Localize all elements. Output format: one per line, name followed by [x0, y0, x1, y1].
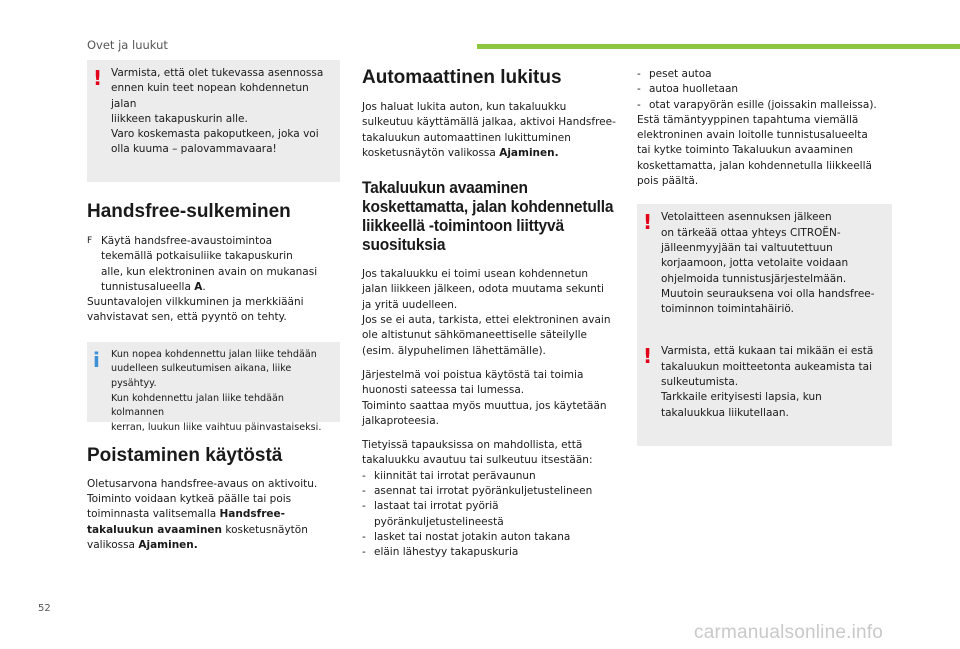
- list-item: - lastaat tai irrotat pyöriä pyöränkuljetustelineestä: [362, 499, 618, 530]
- self-opening-list: [362, 469, 618, 561]
- confirmation-text: Suuntavalojen vilkkuminen ja merkkiääni vahvistavat sen, että pyyntö on tehty.: [87, 296, 304, 324]
- list-item: - autoa huolletaan: [637, 82, 892, 97]
- heading-automatic-locking: Automaattinen lukitus: [362, 67, 562, 88]
- list-item: - eläin lähestyy takapuskuria: [362, 545, 618, 560]
- list-item: - kiinnität tai irrotat perävaunun: [362, 469, 618, 484]
- list-item: - peset autoa: [637, 67, 892, 82]
- instruction-bullet: F Käytä handsfree-avaustoimintoa tekemällä potkaisuliike takapuskurin alle, kun elektroninen avain on mukanasi tunnistusalueella A.: [87, 234, 340, 295]
- list-item: - asennat tai irrotat pyöränkuljetustelineen: [362, 484, 618, 499]
- heading-handsfree-closing: Handsfree-sulkeminen: [87, 201, 291, 222]
- column-2: [362, 60, 618, 561]
- warning-text: Vetolaitteen asennuksen jälkeen on tärkeää ottaa yhteys CITROËN- jälleenmyyjään tai valtuutettuun korjaamoon, jotta vetolaite voidaan ohjelmoida tunnistusjärjestelmään. Muutoin seurauksena voi olla handsfree- toiminnon toimintahäiriö.: [661, 211, 875, 316]
- info-text: Kun nopea kohdennettu jalan liike tehdään uudelleen sulkeutumisen aikana, liike pysähtyy. Kun kohdennettu jalan liike tehdään kolmannen kerran, luukun liike vaihtuu päinvastaiseksi.: [111, 348, 322, 433]
- deactivation-text: Oletusarvona handsfree-avaus on aktivoitu. Toiminto voidaan kytkeä päälle tai pois toiminnasta valitsemalla Handsfree- takaluukun avaaminen kosketusnäytön valikossa Ajaminen.: [87, 477, 318, 551]
- heading-recommendations: Takaluukun avaaminen koskettamatta, jalan kohdennetulla liikkeellä -toimintoon liittyvä suosituksia: [362, 179, 614, 255]
- warning-note-towbar: [637, 204, 892, 332]
- info-note: [87, 342, 340, 433]
- page-number: 52: [38, 603, 51, 614]
- list-item: - otat varapyörän esille (joissakin malleissa).: [637, 98, 892, 113]
- recommendation-text-1: Jos takaluukku ei toimi usean kohdennetun jalan liikkeen jälkeen, odota muutama sekunti ja yritä uudelleen. Jos se ei auta, tarkista, ettei elektroninen avain ole altistunut sähkömaneettiselle säteilylle (esim. älypuhelimen lähettämälle).: [362, 268, 611, 357]
- warning-icon: !: [643, 210, 653, 235]
- warning-text: Varmista, että kukaan tai mikään ei estä takaluukun moitteetonta aukeamista tai sulkeutumista. Tarkkaile erityisesti lapsia, kun takaluukkua liikutellaan.: [661, 345, 874, 419]
- column-1: [87, 60, 340, 553]
- continued-list: [637, 67, 892, 113]
- section-accent-bar: [477, 44, 960, 49]
- warning-icon: !: [93, 66, 103, 90]
- bullet-arrow-icon: F: [87, 236, 93, 246]
- prevention-text: Estä tämäntyyppinen tapahtuma viemällä elektroninen avain loitolle tunnistusalueelta tai kytke toiminto Takaluukun avaaminen koskettamatta, jalan kohdennetulla liikkeellä pois päältä.: [637, 113, 872, 188]
- watermark: carmanualsonline.info: [694, 622, 884, 643]
- section-title: Ovet ja luukut: [87, 38, 168, 52]
- warning-icon: !: [643, 344, 653, 369]
- automatic-locking-text: Jos haluat lukita auton, kun takaluukku sulkeutuu käyttämällä jalkaa, aktivoi Handsfree- takaluukun automaattinen lukittuminen kosketusnäytön valikossa Ajaminen.: [362, 101, 616, 159]
- warning-note: [87, 60, 340, 182]
- warning-note-obstruction: [637, 332, 892, 446]
- warning-text: Varmista, että olet tukevassa asennossa ennen kuin teet nopean kohdennetun jalan liikkeen takapuskurin alle. Varo koskemasta pakoputkeen, joka voi olla kuuma – palovammavaara!: [111, 67, 324, 156]
- recommendation-text-2: Järjestelmä voi poistua käytöstä tai toimia huonosti sateessa tai lumessa. Toiminto saattaa myös muuttua, jos käytetään jalkaproteesia.: [362, 368, 607, 427]
- info-icon: i: [93, 347, 100, 372]
- heading-deactivation: Poistaminen käytöstä: [87, 444, 283, 466]
- recommendation-text-3: Tietyissä tapauksissa on mahdollista, että takaluukku avautuu tai sulkeutuu itsestään:: [362, 439, 593, 467]
- list-item: - lasket tai nostat jotakin auton takana: [362, 530, 618, 545]
- column-3: [637, 60, 892, 446]
